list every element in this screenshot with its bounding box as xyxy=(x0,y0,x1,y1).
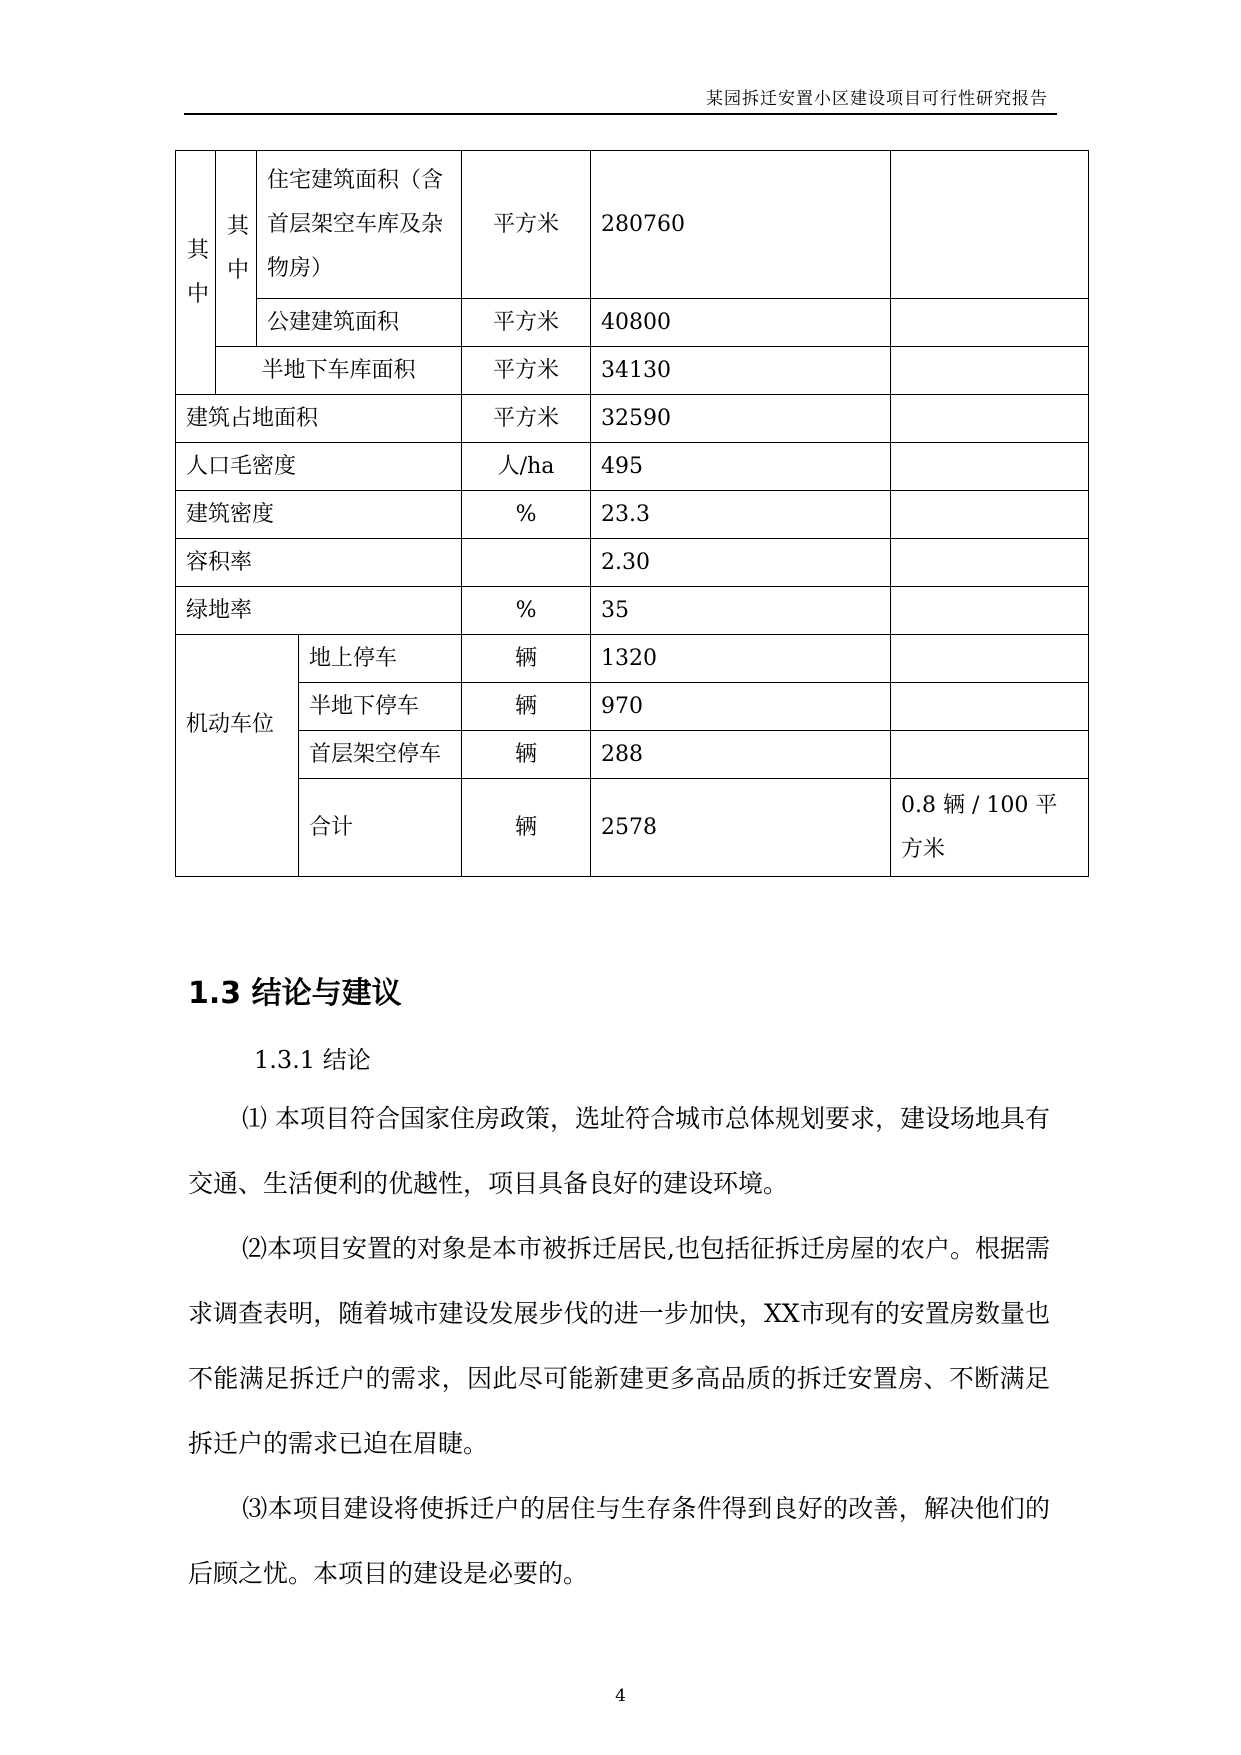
far-label: 容积率 xyxy=(176,539,462,587)
semi-garage-value: 34130 xyxy=(591,347,891,395)
semi-garage-note xyxy=(891,347,1089,395)
far-unit xyxy=(462,539,591,587)
public-area-label: 公建建筑面积 xyxy=(257,299,462,347)
green-ratio-label: 绿地率 xyxy=(176,587,462,635)
paragraph-2 xyxy=(188,1216,1050,1476)
semi-garage-unit: 平方米 xyxy=(462,347,591,395)
building-density-label: 建筑密度 xyxy=(176,491,462,539)
parking-ground-label: 地上停车 xyxy=(299,635,462,683)
green-ratio-unit: % xyxy=(462,587,591,635)
pop-density-value: 495 xyxy=(591,443,891,491)
paragraph-3-text: ⑶本项目建设将使拆迁户的居住与生存条件得到良好的改善，解决他们的后顾之忧。本项目的建设是必要的。 xyxy=(188,1494,1050,1588)
parking-stilt-unit: 辆 xyxy=(462,731,591,779)
paragraph-1-text: ⑴ 本项目符合国家住房政策，选址符合城市总体规划要求，建设场地具有交通、生活便利的优越性，项目具备良好的建设环境。 xyxy=(188,1104,1050,1198)
pop-density-label: 人口毛密度 xyxy=(176,443,462,491)
pop-density-unit: 人/ha xyxy=(462,443,591,491)
section-title: 1.3 结论与建议 xyxy=(188,976,402,1011)
residential-area-note xyxy=(891,151,1089,299)
semi-garage-label: 半地下车库面积 xyxy=(216,347,462,395)
green-ratio-value: 35 xyxy=(591,587,891,635)
parking-ground-unit: 辆 xyxy=(462,635,591,683)
footprint-note xyxy=(891,395,1089,443)
footprint-label: 建筑占地面积 xyxy=(176,395,462,443)
project-specs-table xyxy=(175,150,1089,877)
parking-stilt-label: 首层架空停车 xyxy=(299,731,462,779)
residential-area-unit: 平方米 xyxy=(462,151,591,299)
pop-density-note xyxy=(891,443,1089,491)
building-density-value: 23.3 xyxy=(591,491,891,539)
parking-ground-value: 1320 xyxy=(591,635,891,683)
parking-semi-value: 970 xyxy=(591,683,891,731)
residential-area-value: 280760 xyxy=(591,151,891,299)
paragraph-3 xyxy=(188,1476,1050,1606)
parking-total-note: 0.8 辆 / 100 平方米 xyxy=(891,779,1089,877)
parking-semi-note xyxy=(891,683,1089,731)
paragraph-1 xyxy=(188,1086,1050,1216)
residential-area-label: 住宅建筑面积（含首层架空车库及杂物房） xyxy=(257,151,462,299)
header-rule xyxy=(184,113,1057,115)
running-header: 某园拆迁安置小区建设项目可行性研究报告 xyxy=(706,89,1048,109)
qizhong-inner-cell xyxy=(216,151,257,347)
parking-total-unit: 辆 xyxy=(462,779,591,877)
qizhong-inner-label: 其中 xyxy=(226,213,249,283)
parking-ground-note xyxy=(891,635,1089,683)
footprint-unit: 平方米 xyxy=(462,395,591,443)
footprint-value: 32590 xyxy=(591,395,891,443)
parking-total-label: 合计 xyxy=(299,779,462,877)
far-value: 2.30 xyxy=(591,539,891,587)
public-area-unit: 平方米 xyxy=(462,299,591,347)
parking-stilt-value: 288 xyxy=(591,731,891,779)
public-area-note xyxy=(891,299,1089,347)
building-density-note xyxy=(891,491,1089,539)
paragraph-2-text: ⑵本项目安置的对象是本市被拆迁居民,也包括征拆迁房屋的农户。根据需求调查表明，随着城市建设发展步伐的进一步加快，XX市现有的安置房数量也不能满足拆迁户的需求，因此尽可能新建更多高品质的拆迁安置房、不断满足拆迁户的需求已迫在眉睫。 xyxy=(188,1234,1050,1458)
qizhong-outer-cell xyxy=(176,151,216,395)
parking-label: 机动车位 xyxy=(176,635,299,877)
parking-total-value: 2578 xyxy=(591,779,891,877)
green-ratio-note xyxy=(891,587,1089,635)
subsection-title: 1.3.1 结论 xyxy=(254,1046,371,1074)
page-number: 4 xyxy=(615,1686,626,1706)
qizhong-outer-label: 其中 xyxy=(186,237,209,307)
parking-semi-unit: 辆 xyxy=(462,683,591,731)
parking-stilt-note xyxy=(891,731,1089,779)
far-note xyxy=(891,539,1089,587)
public-area-value: 40800 xyxy=(591,299,891,347)
building-density-unit: % xyxy=(462,491,591,539)
parking-semi-label: 半地下停车 xyxy=(299,683,462,731)
